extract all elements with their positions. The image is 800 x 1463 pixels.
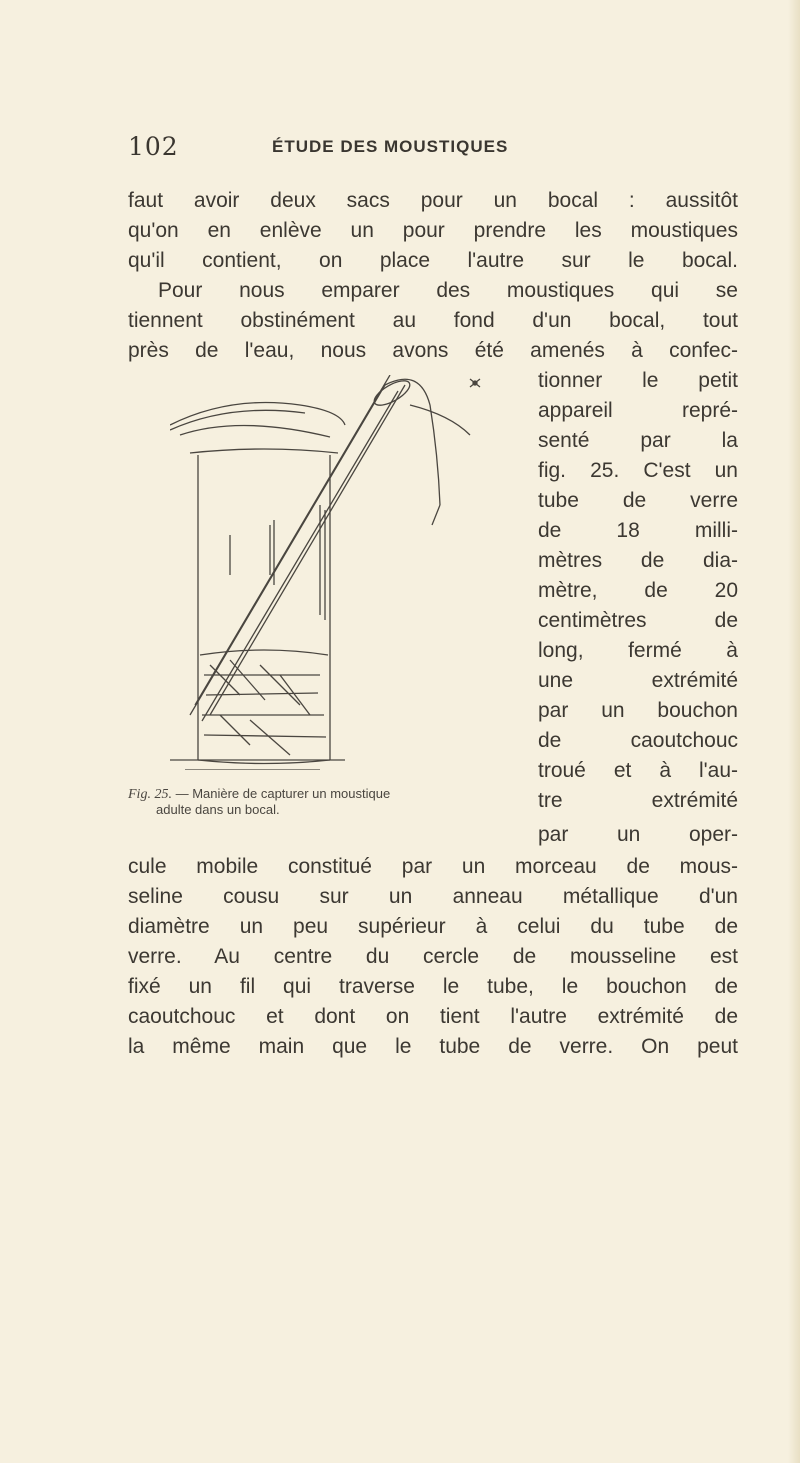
running-head: ÉTUDE DES MOUSTIQUES [272,137,509,156]
side-text-line: tionner le petit [538,369,738,392]
side-text-line: senté par la [538,429,738,452]
side-text-line: de 18 milli- [538,519,738,542]
side-text-line: une extrémité [538,669,738,692]
side-text-line: mètre, de 20 [538,579,738,602]
side-text-line: mètres de dia- [538,549,738,572]
side-text-line: de caoutchouc [538,729,738,752]
text-line: la même main que le tube de verre. On peut [128,1035,738,1058]
side-text-line: long, fermé à [538,639,738,662]
text-line: qu'on en enlève un pour prendre les moustiques [128,219,738,242]
side-text-line: par un bouchon [538,699,738,722]
figure-illustration [170,375,540,770]
side-text-line: tre extrémité [538,789,738,812]
side-text-line: fig. 25. C'est un [538,459,738,482]
page-header [128,132,738,168]
caption-text: — Manière de capturer un moustique [175,786,391,801]
figure-caption [128,786,548,817]
text-line: cule mobile constitué par un morceau de mous- [128,855,738,878]
side-text-line: par un oper- [538,823,738,846]
caption-text-line2: adulte dans un bocal. [156,802,280,817]
text-line: près de l'eau, nous avons été amenés à confec- [128,339,738,362]
side-text-line: centimètres de [538,609,738,632]
paragraph-start-line: Pour nous emparer des moustiques qui se [158,279,738,302]
text-line: fixé un fil qui traverse le tube, le bouchon de [128,975,738,998]
text-line: tiennent obstinément au fond d'un bocal, tout [128,309,738,332]
text-line: caoutchouc et dont on tient l'autre extrémité de [128,1005,738,1028]
side-text-line: troué et à l'au- [538,759,738,782]
page-edge-shadow [788,0,800,1463]
text-line: seline cousu sur un anneau métallique d'un [128,885,738,908]
side-text-line: tube de verre [538,489,738,512]
text-line: diamètre un peu supérieur à celui du tube de [128,915,738,938]
page-number: 102 [128,132,179,161]
text-line: faut avoir deux sacs pour un bocal : aussitôt [128,189,738,212]
caption-label: Fig. 25. [128,787,172,802]
text-line: verre. Au centre du cercle de mousseline est [128,945,738,968]
text-line: qu'il contient, on place l'autre sur le bocal. [128,249,738,272]
side-text-line: appareil repré- [538,399,738,422]
